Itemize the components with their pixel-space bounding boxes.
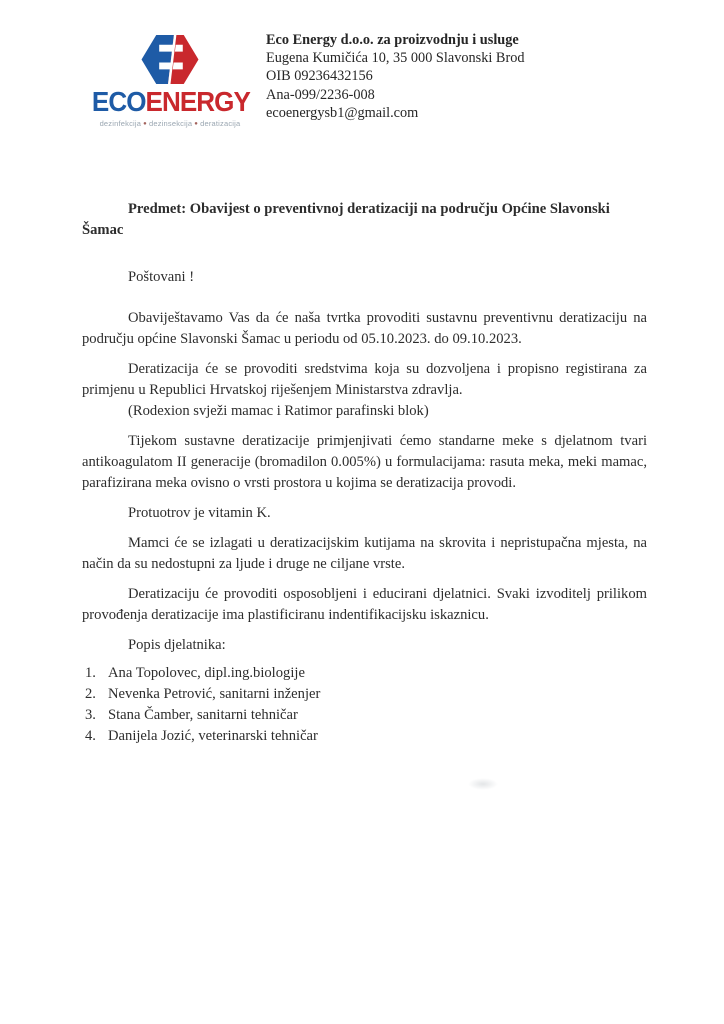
staff-number: 2. bbox=[85, 686, 96, 702]
scan-artifact bbox=[468, 778, 498, 790]
logo-text-energy: ENERGY bbox=[145, 86, 250, 117]
staff-list-title: Popis djelatnika: bbox=[128, 637, 226, 653]
company-address: Eugena Kumičića 10, 35 000 Slavonski Brod bbox=[266, 50, 525, 67]
staff-name: Ana Topolovec, dipl.ing.biologije bbox=[108, 665, 305, 681]
company-email: ecoenergysb1@gmail.com bbox=[266, 104, 419, 121]
logo-wordmark bbox=[92, 87, 248, 116]
logo-emblem-icon bbox=[138, 32, 202, 87]
paragraph-placement: Mamci će se izlagati u deratizacijskim kutijama na skrovita i nepristupačna mjesta, na način da su nedostupni za ljude i druge ne ciljane vrste. bbox=[82, 535, 647, 572]
products-note: (Rodexion svježi mamac i Ratimor parafinski blok) bbox=[128, 403, 429, 419]
letterhead bbox=[86, 30, 668, 128]
staff-name: Nevenka Petrović, sanitarni inženjer bbox=[108, 686, 321, 702]
letter-body bbox=[82, 199, 647, 747]
paragraph-antidote: Protuotrov je vitamin K. bbox=[128, 505, 271, 521]
tagline-word: deratizacija bbox=[200, 119, 241, 129]
company-name: Eco Energy d.o.o. za proizvodnju i usluge bbox=[266, 32, 519, 48]
paragraph-staff-info: Deratizaciju će provoditi osposobljeni i educirani djelatnici. Svaki izvoditelj prilikom provođenja deratizacije ima plastificiranu indentifikacijsku iskaznicu. bbox=[82, 586, 647, 623]
paragraph-products: Deratizacija će se provoditi sredstvima koja su dozvoljena i propisno registirana za primjenu u Republici Hrvatskoj riješenjem Ministarstva zdravlja. bbox=[82, 361, 647, 398]
staff-number: 1. bbox=[85, 665, 96, 681]
staff-list-item bbox=[85, 705, 647, 726]
company-phone: Ana-099/2236-008 bbox=[266, 86, 375, 103]
subject-line: Predmet: Obavijest o preventivnoj deratizaciji na području Općine Slavonski Šamac bbox=[82, 201, 610, 238]
staff-list-item bbox=[85, 684, 647, 705]
staff-list-item bbox=[85, 663, 647, 684]
bullet-dot-icon: ● bbox=[194, 121, 199, 128]
company-oib: OIB 09236432156 bbox=[266, 68, 373, 85]
salutation: Poštovani ! bbox=[128, 269, 195, 285]
company-info bbox=[266, 30, 525, 128]
staff-list-item bbox=[85, 726, 647, 747]
bullet-dot-icon: ● bbox=[143, 121, 147, 128]
paragraph-method: Tijekom sustavne deratizacije primjenjivati ćemo standarne meke s djelatnom tvari antikoagulatom II generacije (bromadilon 0.005%) u formulacijama: rasuta meka, meki mamac, parafizirana meka ovisno o vrsti prostora u kojima se deratizacija provodi. bbox=[82, 433, 647, 491]
logo-tagline bbox=[86, 119, 254, 128]
tagline-word: dezinsekcija bbox=[148, 119, 193, 129]
staff-number: 4. bbox=[85, 728, 96, 744]
tagline-word: dezinfekcija bbox=[99, 119, 142, 129]
staff-name: Danijela Jozić, veterinarski tehničar bbox=[108, 728, 318, 744]
company-logo bbox=[86, 30, 254, 128]
logo-text-eco: ECO bbox=[91, 86, 146, 117]
staff-number: 3. bbox=[85, 707, 96, 723]
staff-list bbox=[82, 663, 647, 747]
staff-name: Stana Čamber, sanitarni tehničar bbox=[108, 707, 298, 723]
paragraph-notice: Obaviještavamo Vas da će naša tvrtka provoditi sustavnu preventivnu deratizaciju na području općine Slavonski Šamac u periodu od 05.10.2023. do 09.10.2023. bbox=[82, 310, 647, 347]
